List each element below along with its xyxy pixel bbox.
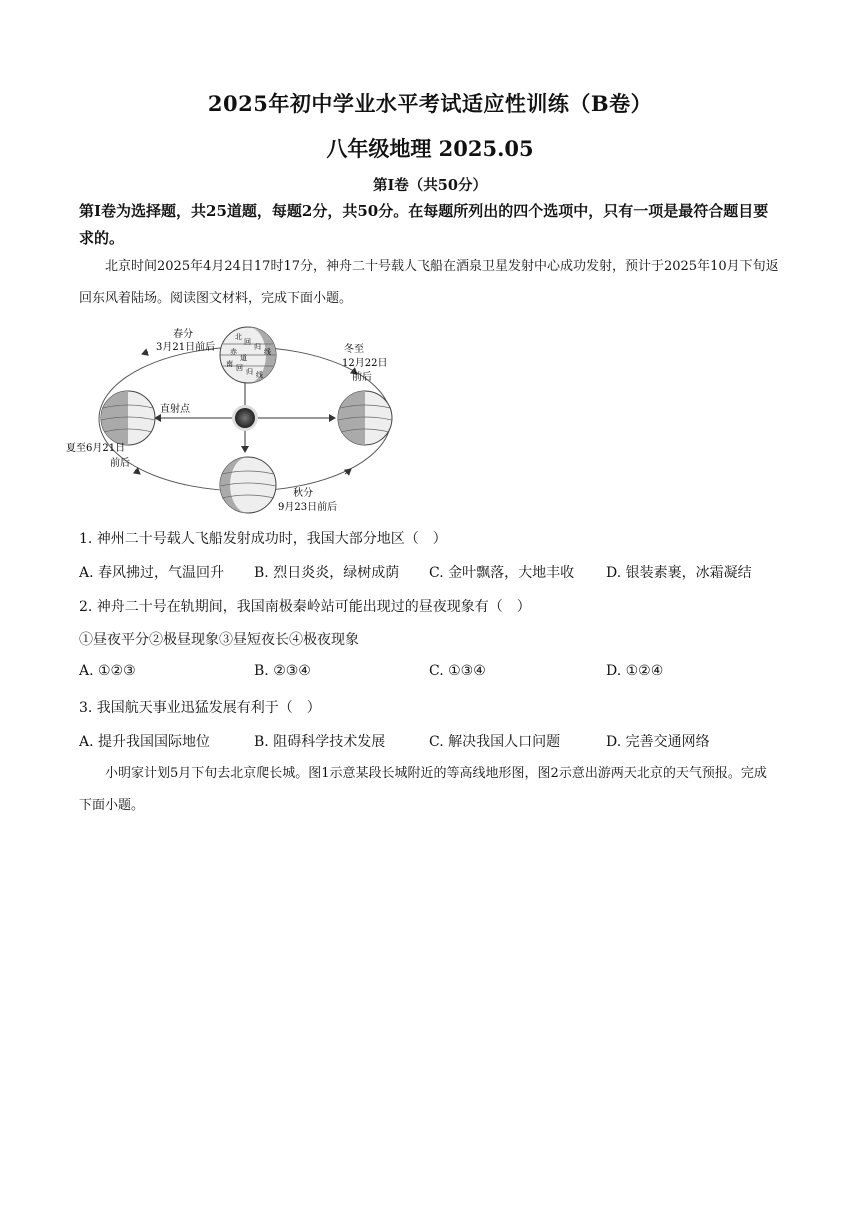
- exam-title: 2025年初中学业水平考试适应性训练（B卷）: [207, 91, 653, 116]
- question-3-stem: 3. 我国航天事业迅猛发展有利于（ ）: [79, 700, 321, 716]
- svg-text:道: 道: [240, 354, 247, 362]
- exam-subtitle: 八年级地理 2025.05: [326, 136, 534, 161]
- question-3-option-c[interactable]: C. 解决我国人口问题: [429, 734, 561, 750]
- winter-date: 12月22日: [342, 358, 388, 369]
- question-3-option-b[interactable]: B. 阻碍科学技术发展: [254, 734, 386, 750]
- summer-label: 夏至6月21日: [66, 443, 126, 454]
- svg-text:北: 北: [235, 333, 242, 341]
- question-1-stem: 1. 神州二十号载人飞船发射成功时，我国大部分地区（ ）: [79, 531, 447, 547]
- autumn-label: 秋分: [293, 488, 313, 499]
- reading-passage-1: 北京时间2025年4月24日17时17分，神舟二十号载人飞船在酒泉卫星发射中心成功发射，预计于2025年10月下旬返回东风着陆场。阅读图文材料，完成下面小题。: [79, 259, 779, 306]
- question-3-option-d[interactable]: D. 完善交通网络: [606, 734, 710, 750]
- spring-date: 3月21日前后: [156, 342, 216, 353]
- globe-winter-solstice: [338, 391, 392, 445]
- svg-text:归: 归: [246, 368, 253, 376]
- question-2-option-d[interactable]: D. ①②④: [606, 663, 664, 679]
- svg-text:回: 回: [236, 364, 243, 372]
- winter-label: 冬至: [344, 344, 364, 355]
- question-2-option-b[interactable]: B. ②③④: [254, 663, 311, 679]
- orbit-arrow: [142, 352, 148, 354]
- question-1-option-c[interactable]: C. 金叶飘落，大地丰收: [429, 565, 575, 581]
- svg-text:南: 南: [226, 360, 233, 368]
- globe-summer-solstice: [101, 391, 155, 445]
- earth-revolution-diagram: [60, 322, 410, 518]
- globe-spring-equinox: [220, 327, 276, 383]
- question-1-option-b[interactable]: B. 烈日炎炎，绿树成荫: [254, 565, 400, 581]
- summer-after: 前后: [110, 458, 130, 469]
- question-2-statements: ①昼夜平分②极昼现象③昼短夜长④极夜现象: [79, 632, 359, 648]
- orbit-arrow: [135, 470, 140, 474]
- question-3-option-a[interactable]: A. 提升我国国际地位: [79, 734, 211, 750]
- svg-text:线: 线: [264, 348, 271, 356]
- question-1-option-d[interactable]: D. 银装素裹，冰霜凝结: [606, 565, 752, 581]
- question-2-option-a[interactable]: A. ①②③: [79, 663, 136, 679]
- svg-text:赤: 赤: [230, 348, 237, 356]
- winter-after: 前后: [352, 372, 372, 383]
- section-heading: 第Ⅰ卷（共50分）: [373, 177, 487, 194]
- direct-point-label: 直射点: [160, 404, 190, 415]
- question-2-stem: 2. 神舟二十号在轨期间，我国南极秦岭站可能出现过的昼夜现象有（ ）: [79, 599, 531, 615]
- svg-text:线: 线: [256, 371, 263, 379]
- question-1-option-a[interactable]: A. 春风拂过，气温回升: [79, 565, 225, 581]
- section-instructions: 第Ⅰ卷为选择题，共25道题，每题2分，共50分。在每题所列出的四个选项中，只有一项是最符合题目要求的。: [79, 202, 769, 247]
- spring-label: 春分: [173, 329, 193, 340]
- question-2-option-c[interactable]: C. ①③④: [429, 663, 486, 679]
- globe-autumn-equinox: [220, 457, 276, 513]
- svg-text:归: 归: [254, 343, 261, 351]
- sun-icon: [232, 405, 258, 431]
- svg-text:回: 回: [244, 338, 251, 346]
- autumn-date: 9月23日前后: [278, 502, 338, 513]
- reading-passage-2: 小明家计划5月下旬去北京爬长城。图1示意某段长城附近的等高线地形图，图2示意出游两天北京的天气预报。完成下面小题。: [79, 766, 767, 813]
